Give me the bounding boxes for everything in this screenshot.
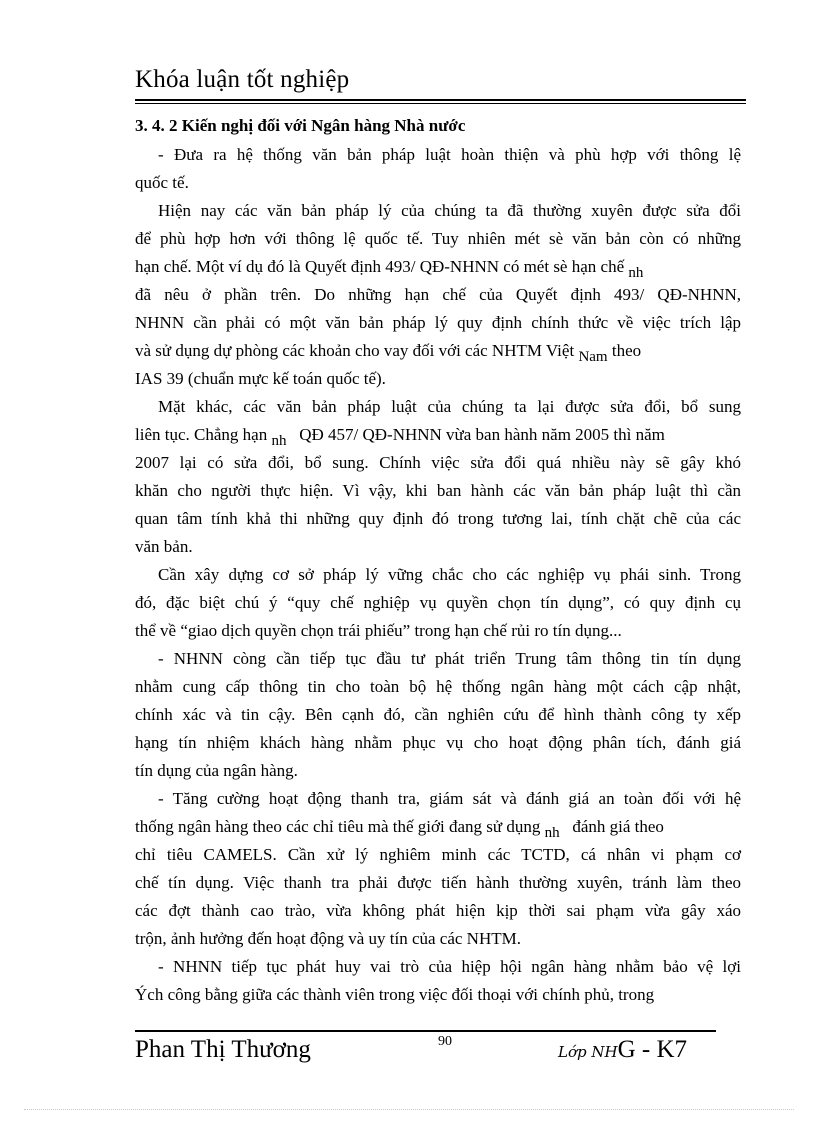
line-text: và sử dụng dự phòng các khoản cho vay đối với các NHTM Việt [135, 341, 575, 360]
paragraph-line: Ých công bằng giữa các thành viên trong việc đối thoại với chính phủ, trong [135, 985, 655, 1004]
page-number: 90 [438, 1034, 452, 1049]
paragraph-line: IAS 39 (chuẩn mực kế toán quốc tế). [135, 369, 386, 388]
footer-author: Phan Thị Thương [135, 1036, 311, 1063]
paragraph-line: - Đưa ra hệ thống văn bản pháp luật hoàn thiện và phù hợp với thông lệ [158, 145, 741, 164]
footer-class [558, 1036, 687, 1064]
paragraph-line: - NHNN còng cần tiếp tục đầu tư phát triển Trung tâm thông tin tín dụng [158, 649, 741, 668]
line-text: theo [611, 341, 642, 360]
inline-fragment: Nam [578, 349, 608, 365]
paragraph-line: Cần xây dựng cơ sở pháp lý vững chắc cho các nghiệp vụ phái sinh. Trong [158, 565, 741, 584]
paragraph-line: - Tăng cường hoạt động thanh tra, giám sát và đánh giá an toàn đối với hệ [158, 789, 741, 808]
paragraph-line: các đợt thành cao trào, vừa không phát hiện kịp thời sai phạm vừa gây xáo [135, 901, 741, 920]
paragraph-line: chế tín dụng. Việc thanh tra phải được tiến hành thường xuyên, tránh làm theo [135, 873, 741, 892]
header-rule-thick [135, 99, 746, 101]
header-title: Khóa luận tốt nghiệp [135, 66, 350, 93]
inline-fragment: nh [544, 825, 560, 841]
paragraph-line: 2007 lại có sửa đổi, bổ sung. Chính việc sửa đổi quá nhiều này sẽ gây khó [135, 453, 741, 472]
paragraph-line: khăn cho người thực hiện. Vì vậy, khi ban hành các văn bản pháp luật thì cần [135, 481, 741, 500]
section-heading: 3. 4. 2 Kiến nghị đối với Ngân hàng Nhà nước [135, 116, 466, 135]
line-text: thống ngân hàng theo các chỉ tiêu mà thế giới đang sử dụng [135, 817, 541, 836]
line-text: hạn chế. Một ví dụ đó là Quyết định 493/ QĐ-NHNN có mét sè hạn chế [135, 257, 625, 276]
paragraph-line: NHNN cần phải có một văn bản pháp lý quy định chính thức về việc trích lập [135, 313, 741, 332]
paragraph-line: trộn, ảnh hưởng đến hoạt động và uy tín của các NHTM. [135, 929, 521, 948]
paragraph-line: Mặt khác, các văn bản pháp luật của chúng ta lại được sửa đổi, bổ sung [158, 397, 741, 416]
paragraph-line: chính xác và tin cậy. Bên cạnh đó, cần nghiên cứu để hình thành công ty xếp [135, 705, 741, 724]
paragraph-line: đã nêu ở phần trên. Do những hạn chế của Quyết định 493/ QĐ-NHNN, [135, 285, 741, 304]
paragraph-line: - NHNN tiếp tục phát huy vai trò của hiệp hội ngân hàng nhằm bảo vệ lợi [158, 957, 741, 976]
paragraph-line [135, 813, 741, 841]
line-text: đánh giá theo [572, 817, 664, 836]
class-script: Lớp NH [558, 1043, 618, 1061]
footer-rule [135, 1030, 716, 1032]
paragraph-line: hạng tín nhiệm khách hàng nhằm phục vụ cho hoạt động phân tích, đánh giá [135, 733, 741, 752]
paragraph-line: quan tâm tính khả thi những quy định đó trong tương lai, tính chặt chẽ của các [135, 509, 741, 528]
paragraph-line: quốc tế. [135, 173, 189, 192]
class-code: G - K7 [617, 1036, 688, 1063]
line-text: QĐ 457/ QĐ-NHNN vừa ban hành năm 2005 thì năm [299, 425, 665, 444]
paragraph-line: tín dụng của ngân hàng. [135, 761, 298, 780]
paragraph-line: thể về “giao dịch quyền chọn trái phiếu” trong hạn chế rủi ro tín dụng... [135, 621, 622, 640]
page-edge [24, 1109, 794, 1110]
inline-fragment: nh [271, 433, 287, 449]
paragraph-line [135, 337, 741, 365]
paragraph-line: văn bản. [135, 537, 193, 556]
header-rule-thin [135, 103, 746, 104]
document-body [135, 110, 741, 1004]
paragraph-line: Hiện nay các văn bản pháp lý của chúng ta đã thường xuyên được sửa đổi [158, 201, 741, 220]
inline-fragment: nh [628, 265, 644, 281]
paragraph-line [135, 421, 741, 449]
paragraph-line: đó, đặc biệt chú ý “quy chế nghiệp vụ quyền chọn tín dụng”, có quy định cụ [135, 593, 741, 612]
line-text: liên tục. Chẳng hạn [135, 425, 268, 444]
paragraph-line: để phù hợp hơn với thông lệ quốc tế. Tuy nhiên mét sè văn bản còn có những [135, 229, 741, 248]
paragraph-line: chỉ tiêu CAMELS. Cần xử lý nghiêm minh các TCTD, cá nhân vi phạm cơ [135, 845, 741, 864]
paragraph-line: nhằm cung cấp thông tin cho toàn bộ hệ thống ngân hàng một cách cập nhật, [135, 677, 741, 696]
paragraph-line [135, 253, 741, 281]
